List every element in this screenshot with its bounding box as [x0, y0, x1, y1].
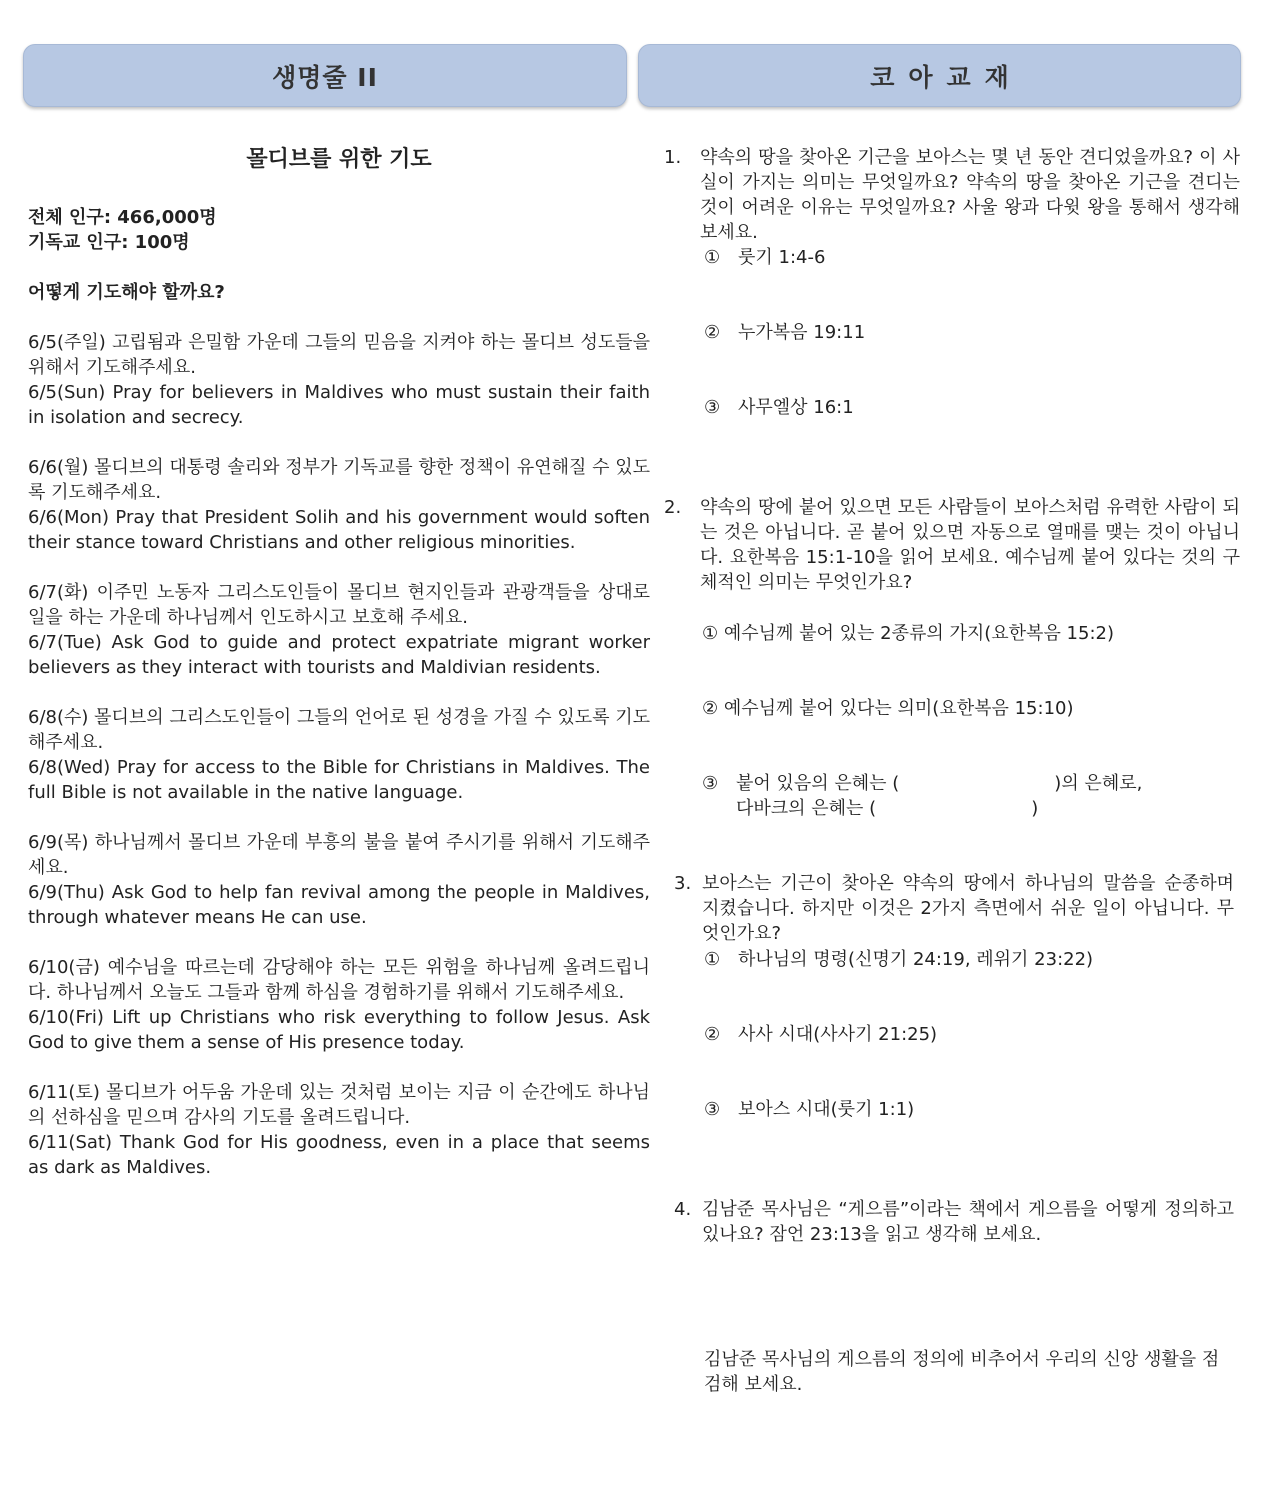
sub-question: [704, 947, 1093, 972]
prayer-day-ko: 6/7(화) 이주민 노동자 그리스도인들이 몰디브 현지인들과 관광객들을 상대로 일을 하는 가운데 하나님께서 인도하시고 보호해 주세요.: [28, 582, 650, 628]
sub-question-text: 예수님께 붙어 있다는 의미(요한복음 15:10): [723, 698, 1074, 719]
question-4: [674, 1197, 1234, 1247]
question-number: 1.: [664, 147, 682, 168]
sub-question-text: 다바크의 은혜는 (: [736, 798, 877, 819]
sub-question-text: 룻기 1:4-6: [738, 247, 826, 268]
question-text: 약속의 땅에 붙어 있으면 모든 사람들이 보아스처럼 유력한 사람이 되는 것은 아닙니다. 곧 붙어 있으면 자동으로 열매를 맺는 것이 아닙니다. 요한복음 15:1-10을 읽어 보세요. 예수님께 붙어 있다는 것의 구체적인 의미는 무엇인가요?: [700, 497, 1240, 593]
population-stat: 전체 인구: 466,000명: [28, 207, 217, 228]
prayer-day-en: 6/5(Sun) Pray for believers in Maldives who must sustain their faith in isolation and secrecy.: [28, 382, 650, 428]
sub-question: [702, 696, 1074, 721]
question-text: 약속의 땅을 찾아온 기근을 보아스는 몇 년 동안 견디었을까요? 이 사실이 가지는 의미는 무엇일까요? 약속의 땅을 찾아온 기근을 견디는 것이 어려운 이유는 무엇일까요? 사울 왕과 다윗 왕을 통해서 생각해 보세요.: [700, 147, 1240, 243]
sub-question: [704, 395, 854, 420]
sub-question: [704, 1097, 914, 1122]
prayer-day-en: 6/11(Sat) Thank God for His goodness, even in a place that seems as dark as Maldives.: [28, 1132, 650, 1178]
sub-question: [704, 320, 865, 345]
sub-question: [702, 621, 1114, 646]
sub-question-text: 사사 시대(사사기 21:25): [738, 1024, 938, 1045]
circled-number: ①: [702, 623, 719, 644]
question-number: 4.: [674, 1199, 692, 1220]
header-right-title-bar: [638, 44, 1241, 107]
circled-number: ①: [704, 949, 721, 970]
prayer-day-ko: 6/5(주일) 고립됨과 은밀함 가운데 그들의 믿음을 지켜야 하는 몰디브 성도들을 위해서 기도해주세요.: [28, 332, 650, 378]
prayer-day-en: 6/10(Fri) Lift up Christians who risk everything to follow Jesus. Ask God to give them a sense of His presence today.: [28, 1007, 650, 1053]
question-2: [664, 495, 1240, 595]
sub-question: [702, 771, 1222, 821]
sub-question-text: 하나님의 명령(신명기 24:19, 레위기 23:22): [738, 949, 1094, 970]
prayer-day: [28, 330, 650, 430]
circled-number: ③: [704, 1099, 721, 1120]
header-left-title-bar: [23, 44, 627, 107]
followup-text: 김남준 목사님의 게으름의 정의에 비추어서 우리의 신앙 생활을 점검해 보세요.: [704, 1349, 1220, 1395]
sub-question-text: 사무엘상 16:1: [738, 397, 854, 418]
prayer-day-en: 6/9(Thu) Ask God to help fan revival among the people in Maldives, through whatever means He can use.: [28, 882, 650, 928]
prayer-day: [28, 455, 650, 555]
question-text: 보아스는 기근이 찾아온 약속의 땅에서 하나님의 말씀을 순종하며 지켰습니다. 하지만 이것은 2가지 측면에서 쉬운 일이 아닙니다. 무엇인가요?: [702, 873, 1234, 944]
prayer-day-ko: 6/8(수) 몰디브의 그리스도인들이 그들의 언어로 된 성경을 가질 수 있도록 기도해주세요.: [28, 707, 650, 753]
prayer-day: [28, 705, 650, 805]
sub-question-text: )의 은혜로,: [1054, 773, 1143, 794]
sub-question-text: 붙어 있음의 은혜는 (: [736, 773, 900, 794]
sub-question-text: 보아스 시대(룻기 1:1): [738, 1099, 915, 1120]
circled-number: ②: [704, 1024, 721, 1045]
circled-number: ③: [704, 397, 721, 418]
sub-question-text: 누가복음 19:11: [738, 322, 866, 343]
prayer-day-en: 6/8(Wed) Pray for access to the Bible for Christians in Maldives. The full Bible is not available in the native language.: [28, 757, 650, 803]
header-left-title: 생명줄 II: [272, 62, 378, 92]
prayer-day-en: 6/6(Mon) Pray that President Solih and his government would soften their stance toward Christians and other religious minorities.: [28, 507, 650, 553]
sub-question-text: 예수님께 붙어 있는 2종류의 가지(요한복음 15:2): [723, 623, 1114, 644]
sub-question: [704, 245, 825, 270]
prayer-day-ko: 6/11(토) 몰디브가 어두움 가운데 있는 것처럼 보이는 지금 이 순간에도 하나님의 선하심을 믿으며 감사의 기도를 올려드립니다.: [28, 1082, 650, 1128]
sub-question-text: ): [1031, 798, 1039, 819]
question-3: [674, 871, 1234, 946]
question-4-followup: [704, 1347, 1234, 1397]
circled-number: ②: [702, 698, 719, 719]
how-to-pray-heading: 어떻게 기도해야 할까요?: [28, 282, 225, 303]
christian-population-stat: 기독교 인구: 100명: [28, 232, 190, 253]
prayer-column: [28, 145, 650, 1180]
prayer-day: [28, 580, 650, 680]
sub-question: [704, 1022, 937, 1047]
circled-number: ②: [704, 322, 721, 343]
prayer-day-ko: 6/10(금) 예수님을 따르는데 감당해야 하는 모든 위험을 하나님께 올려드립니다. 하나님께서 오늘도 그들과 함께 하심을 경험하기를 위해서 기도해주세요.: [28, 957, 650, 1003]
prayer-day-ko: 6/6(월) 몰디브의 대통령 솔리와 정부가 기독교를 향한 정책이 유연해질 수 있도록 기도해주세요.: [28, 457, 650, 503]
prayer-day: [28, 1080, 650, 1180]
question-number: 3.: [674, 873, 692, 894]
prayer-day-en: 6/7(Tue) Ask God to guide and protect expatriate migrant worker believers as they interact with tourists and Maldivian residents.: [28, 632, 650, 678]
prayer-day: [28, 955, 650, 1055]
prayer-day: [28, 830, 650, 930]
header-right-title: 코아교재: [870, 62, 1023, 92]
circled-number: ③: [702, 773, 719, 794]
question-number: 2.: [664, 497, 682, 518]
question-1: [664, 145, 1240, 245]
prayer-title: 몰디브를 위한 기도: [246, 147, 432, 172]
circled-number: ①: [704, 247, 721, 268]
prayer-day-ko: 6/9(목) 하나님께서 몰디브 가운데 부흥의 불을 붙여 주시기를 위해서 기도해주세요.: [28, 832, 650, 878]
question-text: 김남준 목사님은 “게으름”이라는 책에서 게으름을 어떻게 정의하고 있나요? 잠언 23:13을 읽고 생각해 보세요.: [702, 1199, 1234, 1245]
